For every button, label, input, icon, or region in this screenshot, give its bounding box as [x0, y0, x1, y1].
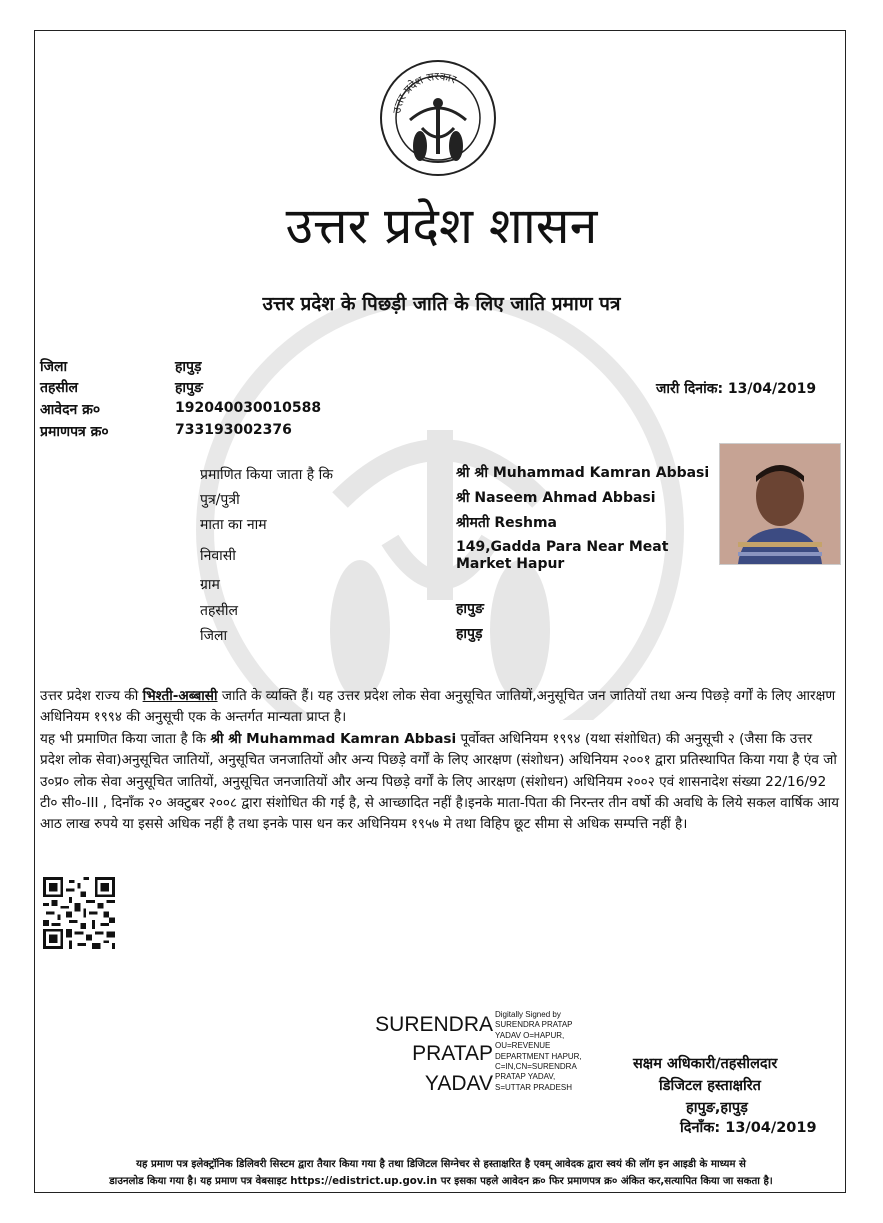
- certificate-number-label: प्रमाणपत्र क्र०: [40, 424, 109, 440]
- p1-text-a: उत्तर प्रदेश राज्य की: [40, 688, 143, 704]
- caste-paragraph: [40, 686, 840, 729]
- p2-text-b: पूर्वोक्त अधिनियम १९९४ (यथा संशोधित) की अनुसूची २ (जैसा कि उत्तर प्रदेश लोक सेवा)अनुसूचित जातियों, अनुसूचित जनजातियों और अन्य पिछड़े वर्गों के लिए आरक्षण (संशोधन) अधिनियम २००१ द्वारा प्रतिस्थापित किया गया है एंव जो उ०प्र० लोक सेवा अनुसूचित जातियों, अनुसूचित जनजातियों और अन्य पिछड़े वर्गों के लिए आरक्षण (संशोधन) अधिनियम २००२ एवं शासनादेश संख्या 22/16/92 टी० सी०-III , दिनाँक २० अक्टुबर २००८ द्वारा संशोधित की गई है, से आच्छादित नहीं है।इनके माता-पिता की निरन्तर तीन वर्षो की अवधि के लिये सकल वार्षिक आय आठ लाख रुपये या इससे अधिक नहीं है तथा इनके पास धन कर अधिनियम १९५७ मे तथा विहिप छूट सीमा से अधिक सम्पत्ति नहीं है।: [40, 731, 840, 833]
- up-government-emblem-icon: [378, 58, 498, 178]
- tehsil-value: हापुङ: [175, 380, 203, 396]
- sig-note-line: YADAV O=HAPUR,: [495, 1030, 565, 1040]
- sig-note-line: PRATAP YADAV,: [495, 1072, 556, 1082]
- sig-note-line: OU=REVENUE: [495, 1041, 551, 1051]
- certificate-title: उत्तर प्रदेश के पिछड़ी जाति के लिए जाति प्रमाण पत्र: [262, 293, 621, 315]
- tehsil-label: तहसील: [40, 380, 78, 396]
- footer-line-2: डाउनलोड किया गया है। यह प्रमाण पत्र वेबसाइट https://edistrict.up.gov.in पर इसका पहले आवेदन क्र० फिर प्रमाणपत्र क्र० अंकित कर,सत्यापित किया जा सकता है।: [109, 1176, 773, 1187]
- detail-tehsil-label: तहसील: [200, 603, 238, 619]
- p2-applicant-name: श्री श्री Muhammad Kamran Abbasi: [210, 731, 457, 747]
- village-label: ग्राम: [200, 577, 220, 593]
- signer-name-line1: SURENDRA: [375, 1013, 493, 1036]
- caste-name: भिश्ती-अब्बासी: [142, 688, 218, 704]
- person-photo-icon: [720, 444, 840, 564]
- issue-date: जारी दिनांक: 13/04/2019: [656, 381, 817, 397]
- sig-note-line: C=IN,CN=SURENDRA: [495, 1062, 577, 1072]
- authority-date: दिनाँक: 13/04/2019: [680, 1120, 817, 1136]
- qr-code-icon: [42, 877, 116, 949]
- watermark-emblem-icon: [190, 300, 690, 720]
- certified-name: श्री श्री Muhammad Kamran Abbasi: [456, 465, 710, 481]
- government-title: उत्तर प्रदेश शासन: [285, 197, 598, 255]
- sig-note-line: SURENDRA PRATAP: [495, 1020, 573, 1030]
- mother-name: श्रीमती Reshma: [456, 515, 558, 531]
- application-value: 192040030010588: [175, 400, 322, 416]
- p1-text-b: जाति के व्यक्ति हैं। यह उत्तर प्रदेश लोक सेवा अनुसूचित जातियों,अनुसूचित जन जातियों तथा अन्य पिछड़े वर्गों के लिए आरक्षण अधिनियम १९९४ की अनुसूची एक के अन्तर्गत मान्यता प्राप्त है।: [40, 688, 836, 726]
- p2-text-a: यह भी प्रमाणित किया जाता है कि: [40, 731, 211, 747]
- authority-digital-signed: डिजिटल हस्ताक्षरित: [659, 1078, 761, 1094]
- sig-note-line: DEPARTMENT HAPUR,: [495, 1051, 582, 1061]
- svg-text:उत्तर प्रदेश सरकार: उत्तर प्रदेश सरकार: [390, 69, 459, 115]
- authority-designation: सक्षम अधिकारी/तहसीलदार: [633, 1056, 778, 1072]
- detail-district-label: जिला: [200, 628, 228, 644]
- eligibility-paragraph: [40, 729, 840, 835]
- father-name: श्री Naseem Ahmad Abbasi: [456, 490, 656, 506]
- resident-address: 149,Gadda Para Near Meat Market Hapur: [456, 539, 669, 572]
- signer-name-line2: PRATAP: [412, 1042, 493, 1065]
- detail-district-value: हापुड़: [456, 626, 483, 642]
- district-value: हापुड़: [175, 359, 202, 375]
- resident-label: निवासी: [200, 548, 236, 564]
- footer-note: [36, 1156, 846, 1190]
- applicant-photo: [719, 443, 841, 565]
- child-of-label: पुत्र/पुत्री: [200, 492, 240, 508]
- authority-location: हापुङ,हापुड़: [686, 1100, 748, 1116]
- certificate-number-value: 733193002376: [175, 422, 292, 438]
- sig-note-line: Digitally Signed by: [495, 1010, 561, 1019]
- digital-signature-note: [495, 1010, 582, 1093]
- signer-name-line3: YADAV: [424, 1072, 493, 1095]
- footer-line-1: यह प्रमाण पत्र इलेक्ट्रॉनिक डिलिवरी सिस्टम द्वारा तैयार किया गया है तथा डिजिटल सिग्नेचर से हस्ताक्षरित है एवम् आवेदक द्वारा स्वयं की लॉग इन आइडी के माध्यम से: [136, 1159, 746, 1170]
- sig-note-line: S=UTTAR PRADESH: [495, 1082, 572, 1092]
- district-label: जिला: [40, 359, 68, 375]
- certified-label: प्रमाणित किया जाता है कि: [200, 467, 334, 483]
- mother-label: माता का नाम: [200, 517, 267, 533]
- application-label: आवेदन क्र०: [40, 402, 101, 418]
- detail-tehsil-value: हापुङ: [456, 601, 484, 617]
